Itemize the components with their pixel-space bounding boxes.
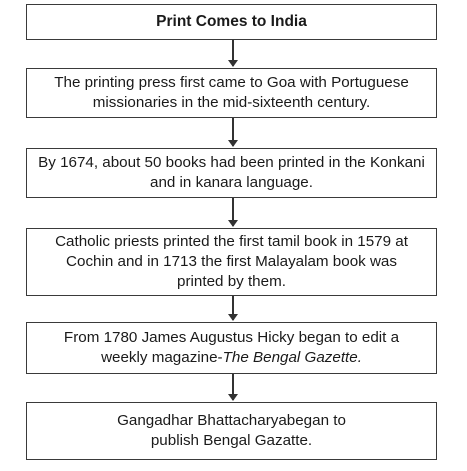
title-text: Print Comes to India — [156, 13, 307, 30]
title-box — [26, 4, 437, 40]
step-text-3: Catholic priests printed the first tamil book in 1579 at Cochin and in 1713 the first Malayalam book was printed by them. — [55, 233, 408, 290]
arrow-3 — [232, 198, 234, 226]
step-box-5 — [26, 402, 437, 460]
arrow-1 — [232, 40, 234, 66]
step-text-4-regular: From 1780 James Augustus Hicky began to edit a weekly magazine- — [63, 329, 400, 366]
step-text-1: The printing press first came to Goa with Portuguese missionaries in the mid-sixteenth century. — [54, 74, 409, 111]
step-text-2: By 1674, about 50 books had been printed in the Konkani and in kanara language. — [38, 154, 425, 191]
arrow-4 — [232, 296, 234, 320]
arrow-5 — [232, 374, 234, 400]
step-text-4 — [47, 328, 416, 368]
arrow-2 — [232, 118, 234, 146]
step-box-3 — [26, 228, 437, 296]
step-text-5: Gangadhar Bhattacharyabegan to publish Bengal Gazatte. — [117, 412, 346, 449]
step-box-1 — [26, 68, 437, 118]
step-text-4-italic: The Bengal Gazette. — [222, 349, 362, 366]
step-box-2 — [26, 148, 437, 198]
step-box-4 — [26, 322, 437, 374]
